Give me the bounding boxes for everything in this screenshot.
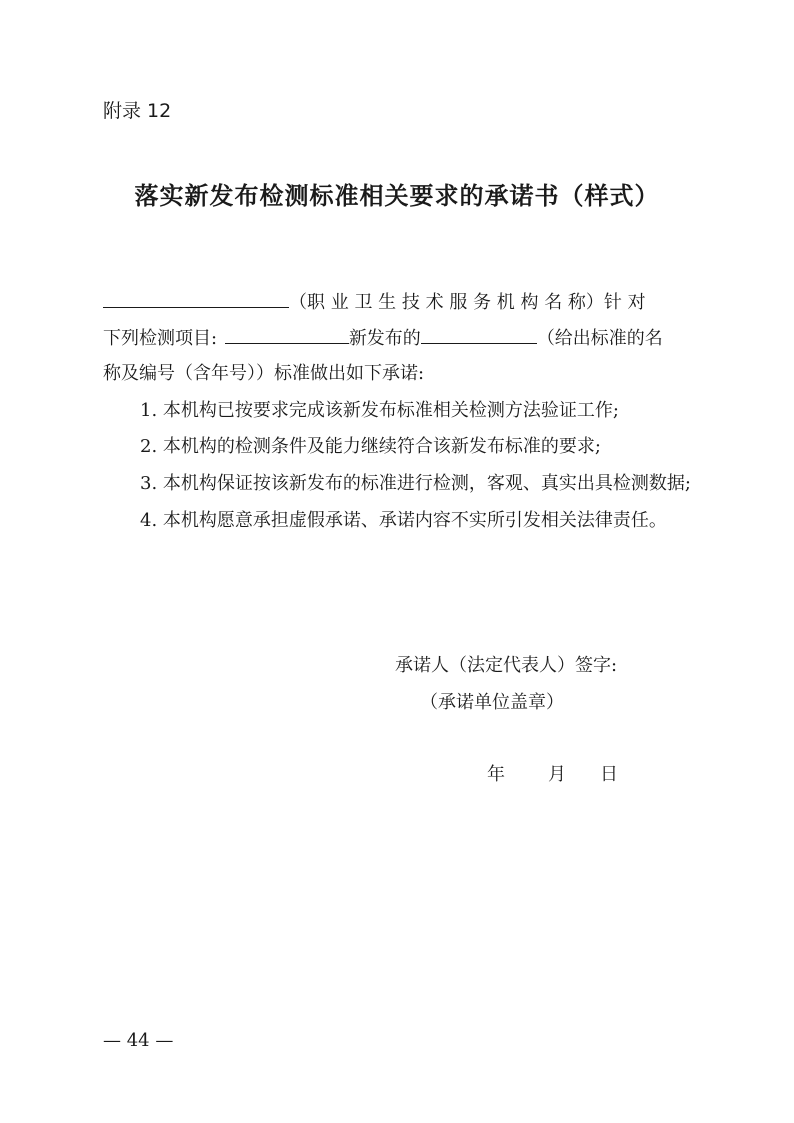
statement-line-3: 称及编号（含年号））标准做出如下承诺: <box>103 363 425 384</box>
document-title: 落实新发布检测标准相关要求的承诺书（样式） <box>134 181 660 210</box>
test-items-label: 下列检测项目: <box>103 328 218 349</box>
new-release-label: 新发布的 <box>348 328 421 349</box>
commitment-item-2: 2. 本机构的检测条件及能力继续符合该新发布标准的要求; <box>140 436 601 457</box>
statement-line-1 <box>103 287 693 314</box>
commitment-item-1: 1. 本机构已按要求完成该新发布标准相关检测方法验证工作; <box>140 400 619 421</box>
standard-name-hint: （给出标准的名 <box>536 328 663 349</box>
commitment-item-4: 4. 本机构愿意承担虚假承诺、承诺内容不实所引发相关法律责任。 <box>140 510 667 531</box>
seal-label: （承诺单位盖章） <box>420 692 564 713</box>
institution-name-hint: （职 业 卫 生 技 术 服 务 机 构 名 称）针 对 <box>289 292 646 313</box>
date-year: 年 <box>487 764 505 785</box>
institution-name-blank[interactable] <box>103 287 289 308</box>
date-day: 日 <box>600 764 618 785</box>
standard-name-blank[interactable] <box>421 323 537 344</box>
page-number: — 44 — <box>103 1030 174 1051</box>
test-items-blank[interactable] <box>225 323 349 344</box>
signer-label: 承诺人（法定代表人）签字: <box>395 655 618 676</box>
commitment-item-3: 3. 本机构保证按该新发布的标准进行检测，客观、真实出具检测数据; <box>140 473 691 494</box>
date-month: 月 <box>548 764 566 785</box>
statement-line-2 <box>103 323 693 350</box>
appendix-label: 附录 12 <box>103 100 172 122</box>
